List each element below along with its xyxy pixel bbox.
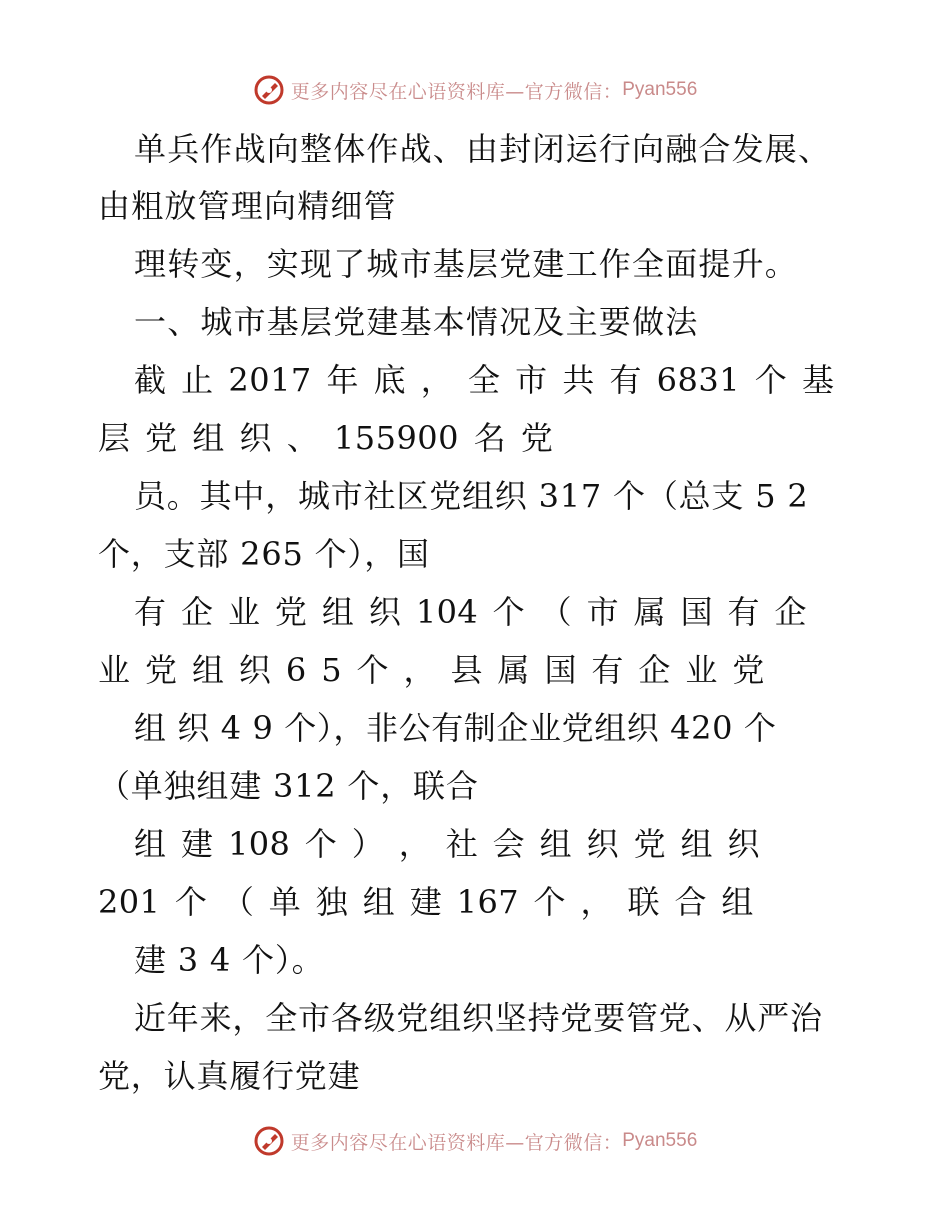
body-line: 近年来，全市各级党组织坚持党要管党、从严治 [134,999,823,1037]
body-line: 有 企 业 党 组 织 104 个 （ 市 属 国 有 企 [134,593,807,631]
watermark-text: 更多内容尽在心语资料库—官方微信： [290,1131,623,1154]
watermark-banner-top [0,70,950,110]
body-line: 201 个 （ 单 独 组 建 167 个 ， 联 合 组 [98,883,754,921]
pen-logo-icon [253,1125,285,1157]
body-line: 层 党 组 织 、 155900 名 党 [98,419,554,457]
body-line: 理转变，实现了城市基层党建工作全面提升。 [134,245,799,283]
body-line: 员。其中，城市社区党组织 317 个（总支 5 2 [134,477,809,515]
body-line: 单兵作战向整体作战、由封闭运行向融合发展、 [134,130,832,168]
watermark-wechat-id: Pyan556 [622,79,698,100]
body-line: 一、城市基层党建基本情况及主要做法 [134,303,699,341]
body-line: 组 建 108 个 ） ， 社 会 组 织 党 组 织 [134,825,760,863]
body-line: 由粗放管理向精细管 [98,187,397,225]
body-line: 截 止 2017 年 底 ， 全 市 共 有 6831 个 基 [134,361,835,399]
body-line: 个，支部 265 个），国 [98,535,430,573]
body-line: 业 党 组 织 6 5 个 ， 县 属 国 有 企 业 党 [98,651,765,689]
body-line: 党，认真履行党建 [98,1057,361,1095]
body-line: 建 3 4 个）。 [134,941,325,979]
watermark-text: 更多内容尽在心语资料库—官方微信： [290,80,623,103]
watermark-wechat-id: Pyan556 [622,1130,698,1151]
pen-logo-icon [253,74,285,106]
watermark-banner-bottom [0,1121,950,1161]
body-line: （单独组建 312 个，联合 [98,767,479,805]
body-line: 组 织 4 9 个），非公有制企业党组织 420 个 [134,709,777,747]
